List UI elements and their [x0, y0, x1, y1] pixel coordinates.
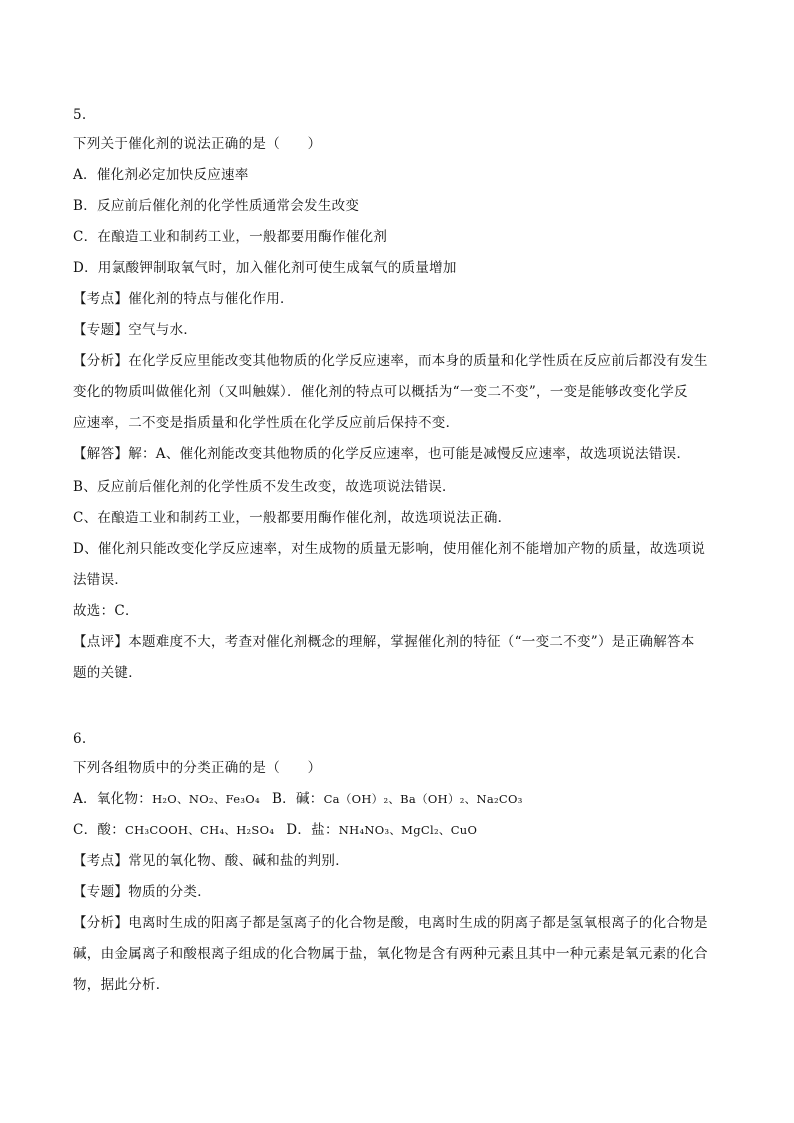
question-5-solution-line-5: 法错误． — [73, 572, 129, 588]
question-5-comment-line-1: 【点评】本题难度不大，考查对催化剂概念的理解，掌握催化剂的特征（“一变二不变”）是正确解答本 — [73, 634, 695, 650]
question-5-option-b: B．反应前后催化剂的化学性质通常会发生改变 — [73, 198, 360, 214]
question-5-answer: 故选：C． — [73, 603, 139, 619]
question-5-option-c: C．在酿造工业和制药工业，一般都要用酶作催化剂 — [73, 229, 388, 245]
question-6-zhuanti: 【专题】物质的分类． — [73, 884, 211, 900]
question-5-solution-line-1: 【解答】解：A、催化剂能改变其他物质的化学反应速率，也可能是减慢反应速率，故选项说法错误． — [73, 446, 691, 462]
question-6-analysis-line-1: 【分析】电离时生成的阳离子都是氢离子的化合物是酸，电离时生成的阴离子都是氢氧根离子的化合物是 — [73, 915, 708, 931]
question-6-option-a-label: A．氧化物： — [73, 791, 153, 807]
question-6-number: 6. — [73, 731, 87, 747]
question-5-comment-line-2: 题的关键． — [73, 665, 142, 681]
question-5-solution-line-4: D、催化剂只能改变化学反应速率，对生成物的质量无影响，使用催化剂不能增加产物的质量，故选项说 — [73, 541, 706, 557]
question-5-kaodian: 【考点】催化剂的特点与催化作用． — [73, 291, 294, 307]
question-6-option-d-items: NH₄NO₃、MgCl₂、CuO — [338, 823, 478, 837]
question-6-option-b-items: Ca（OH）₂、Ba（OH）₂、Na₂CO₃ — [323, 792, 523, 806]
question-5-option-d: D．用氯酸钾制取氧气时，加入催化剂可使生成氧气的质量增加 — [73, 260, 457, 276]
question-6-options-row-2 — [73, 821, 723, 839]
question-5-solution-line-2: B、反应前后催化剂的化学性质不发生改变，故选项说法错误． — [73, 479, 456, 495]
question-6-analysis-line-2: 碱，由金属离子和酸根离子组成的化合物属于盐，氧化物是含有两种元素且其中一种元素是氧元素的化合 — [73, 946, 708, 962]
question-5-option-a: A．催化剂必定加快反应速率 — [73, 167, 249, 183]
question-6-stem: 下列各组物质中的分类正确的是（ ） — [73, 760, 322, 776]
question-6-option-b-label: B．碱： — [271, 791, 324, 807]
question-5-zhuanti: 【专题】空气与水． — [73, 322, 198, 338]
question-6-options-row-1 — [73, 790, 723, 808]
question-6-option-d-label: D．盐： — [286, 822, 339, 838]
question-5-number: 5. — [73, 107, 87, 123]
question-6-option-c-items: CH₃COOH、CH₄、H₂SO₄ — [125, 823, 275, 837]
question-5-solution-line-3: C、在酿造工业和制药工业，一般都要用酶作催化剂，故选项说法正确． — [73, 510, 512, 526]
question-6-option-a-items: H₂O、NO₂、Fe₃O₄ — [152, 792, 260, 806]
question-6-analysis-line-3: 物，据此分析． — [73, 977, 170, 993]
question-5-analysis-line-1: 【分析】在化学反应里能改变其他物质的化学反应速率，而本身的质量和化学性质在反应前后都没有发生 — [73, 353, 708, 369]
question-5-stem: 下列关于催化剂的说法正确的是（ ） — [73, 136, 322, 152]
question-6-kaodian: 【考点】常见的氧化物、酸、碱和盐的判别． — [73, 853, 349, 869]
question-5-analysis-line-2: 变化的物质叫做催化剂（又叫触媒）．催化剂的特点可以概括为“一变二不变”，一变是能够改变化学反 — [73, 384, 688, 400]
question-5-analysis-line-3: 应速率，二不变是指质量和化学性质在化学反应前后保持不变． — [73, 415, 460, 431]
question-6-option-c-label: C．酸： — [73, 822, 126, 838]
